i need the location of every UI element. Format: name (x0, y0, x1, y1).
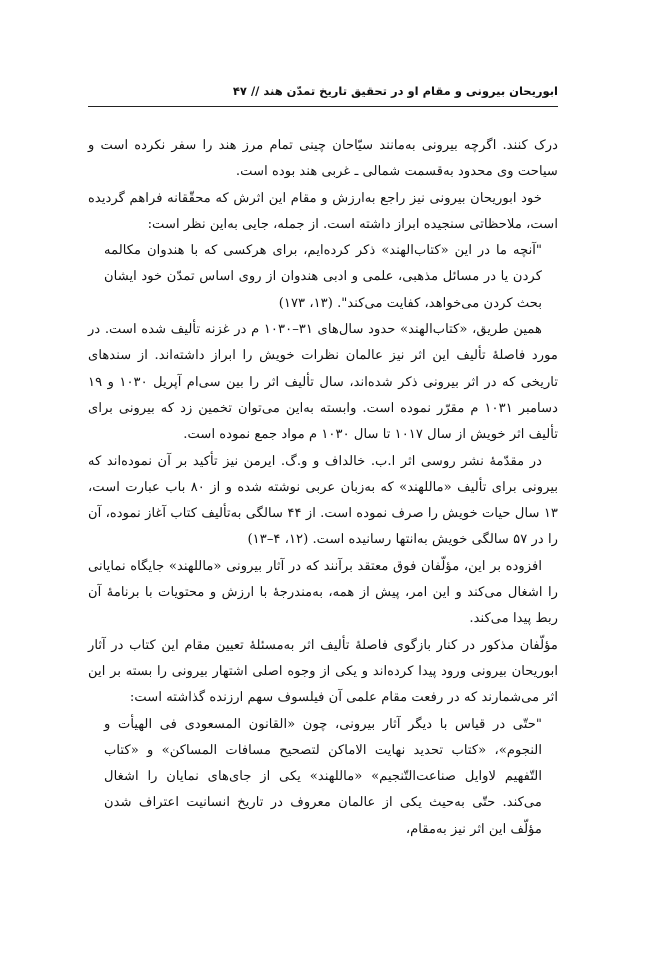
running-header: ابوریحان بیرونی و مقام او در تحقیق تاریخ تمدّن هند // ۴۷ (232, 84, 558, 98)
block-quote: "حتّی در قیاس با دیگر آثار بیرونی، چون «القانون المسعودی فی الهیأت و النجوم»، «کتاب تحدید نهایت الاماکن لتصحیح مسافات المساکن» و «کتاب التّفهیم لاوایل صناعت‌التّنجیم» «ماللهند» یکی از جای‌های نمایان را اشغال می‌کند. حتّی به‌حیث یکی از عالمان معروف در تاریخ انسانیت اعتراف شدن مؤلّف این اثر نیز به‌مقام، (104, 716, 542, 837)
block-quote: "آنچه ما در این «کتاب‌الهند» ذکر کرده‌ایم، برای هرکسی که با هندوان مکالمه کردن یا در مسائل مذهبی، علمی و ادبی هندوان از روی اساس تمدّن خود ایشان بحث کردن می‌خواهد، کفایت می‌کند". (۱۳، ۱۷۳) (104, 243, 542, 311)
paragraph: خود ابوریحان بیرونی نیز راجع به‌ارزش و مقام این اثرش که محقّقانه فراهم گردیده است، ملاحظاتی سنجیده ابراز داشته است. از جمله، جایی به‌این نظر است: (88, 190, 558, 232)
header-divider (88, 106, 558, 107)
paragraph: افزوده بر این، مؤلّفان فوق معتقد برآنند که در آثار بیرونی «ماللهند» جایگاه نمایانی را اشغال می‌کند و این امر، پیش از همه، به‌مندرجهٔ با ارزش و محتویات با برنامهٔ آن ربط پیدا می‌کند. (88, 558, 558, 627)
paragraph: همین طریق، «کتاب‌الهند» حدود سال‌های ۳۱–۱۰۳۰ م در غزنه تألیف شده است. در مورد فاصلهٔ تألیف این اثر نیز عالمان نظرات خویش را ابراز داشته‌اند. از سندهای تاریخی که در اثر بیرونی ذکر شده‌اند، سال تألیف اثر را بین سی‌ام آپریل ۱۰۳۰ و ۱۹ دسامبر ۱۰۳۱ م مقرّر نموده است. وابسته به‌این می‌توان تخمین زد که بیرونی برای تألیف اثر خویش از سال ۱۰۱۷ تا سال ۱۰۳۰ م مواد جمع نموده است. (88, 322, 559, 443)
body-text (88, 133, 558, 843)
paragraph: مؤلّفان مذکور در کنار بازگوی فاصلهٔ تألیف اثر به‌مسئلهٔ تعیین مقام این کتاب در آثار ابوریحان بیرونی ورود پیدا کرده‌اند و یکی از وجوه اصلی اشتهار بیرونی را بسته بر این اثر می‌شمارند که در رفعت مقام علمی آن فیلسوف سهم ارزنده گذاشته است: (88, 637, 558, 706)
paragraph-continuation: درک کنند. اگرچه بیرونی به‌مانند سیّاحان چینی تمام مرز هند را سفر نکرده است و سیاحت وی محدود به‌قسمت شمالی ـ غربی هند بوده است. (88, 138, 558, 180)
paragraph: در مقدّمهٔ نشر روسی اثر ا.ب. خالداف و و.گ. ایرمن نیز تأکید بر آن نموده‌اند که بیرونی برای تألیف «ماللهند» که به‌زبان عربی نوشته شده و از ۸۰ باب عبارت است، ۱۳ سال حیات خویش را صرف نموده است. از ۴۴ سالگی به‌تألیف کتاب آغاز نموده، آن را در ۵۷ سالگی خویش به‌انتها رسانیده است. (۱۲، ۴–۱۳) (88, 453, 559, 548)
